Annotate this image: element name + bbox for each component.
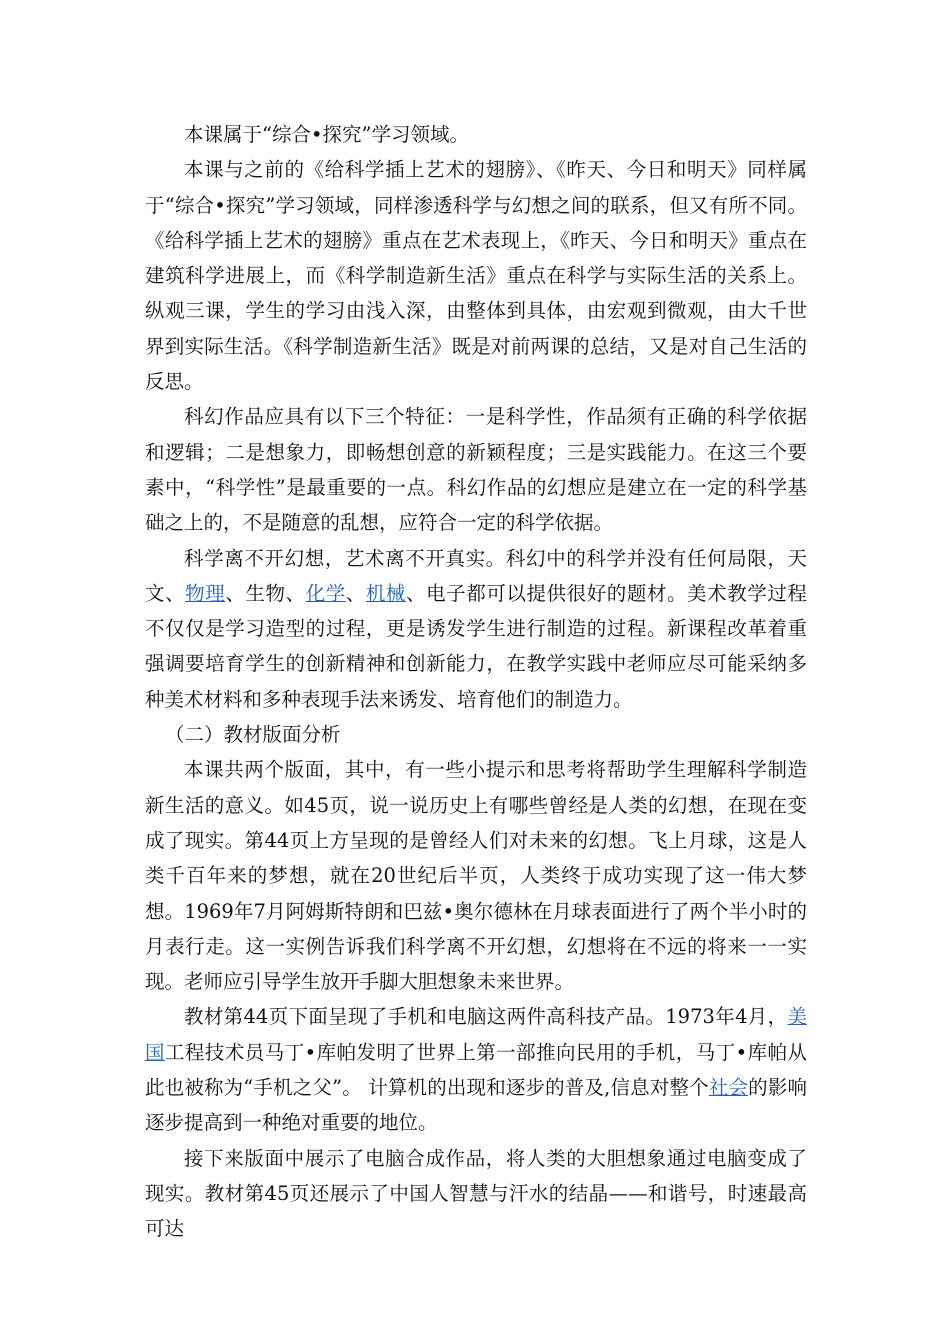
paragraph-computer-art: 接下来版面中展示了电脑合成作品，将人类的大胆想象通过电脑变成了现实。教材第45页还展示了中国人智慧与汗水的结晶——和谐号，时速最高可达: [145, 1146, 807, 1241]
paragraph-learning-domain: 本课属于“综合•探究”学习领域。: [184, 123, 469, 146]
document-body: [145, 117, 807, 1247]
paragraph-text: 的影响逐步提高到一种绝对重要的地位。: [145, 1076, 807, 1135]
paragraph-phone-computer: [145, 999, 807, 1140]
paragraph-text: 科学离不开幻想，艺术离不开真实。科幻中的科学并没有任何局限，天文、: [145, 546, 807, 605]
link-usa[interactable]: 美国: [145, 1005, 807, 1064]
paragraph-science-and-fantasy: [145, 541, 807, 717]
paragraph-layout-analysis: 本课共两个版面，其中，有一些小提示和思考将帮助学生理解科学制造新生活的意义。如45页，说一说历史上有哪些曾经是人类的幻想，在现在变成了现实。第44页上方呈现的是曾经人们对未来的幻想。飞上月球，这是人类千百年来的梦想，就在20世纪后半页，人类终于成功实现了这一伟大梦想。1969年7月阿姆斯特朗和巴兹•奥尔德林在月球表面进行了两个半小时的月表行走。这一实例告诉我们科学离不开幻想，幻想将在不远的将来一一实现。老师应引导学生放开手脚大胆想象未来世界。: [145, 758, 807, 994]
paragraph-text: 、电子都可以提供很好的题材。美术教学过程不仅仅是学习造型的过程，更是诱发学生进行制造的过程。新课程改革着重强调要培育学生的创新精神和创新能力，在教学实践中老师应尽可能采纳多种美术材料和多种表现手法来诱发、培育他们的制造力。: [145, 581, 807, 711]
paragraph-text: 、生物、: [225, 581, 306, 605]
paragraph-text: 、: [345, 581, 366, 605]
link-machinery[interactable]: 机械: [365, 581, 407, 605]
paragraph-course-comparison: 本课与之前的《给科学插上艺术的翅膀》、《昨天、今日和明天》同样属于“综合•探究”学习领域，同样渗透科学与幻想之间的联系，但又有所不同。《给科学插上艺术的翅膀》重点在艺术表现上，《昨天、今日和明天》重点在建筑科学进展上，而《科学制造新生活》重点在科学与实际生活的关系上。纵观三课，学生的学习由浅入深，由整体到具体，由宏观到微观，由大千世界到实际生活。《科学制造新生活》既是对前两课的总结，又是对自己生活的反思。: [145, 158, 807, 394]
paragraph-text: 工程技术员马丁•库帕发明了世界上第一部推向民用的手机，马丁•库帕从此也被称为“手机之父”。 计算机的出现和逐步的普及,信息对整个: [145, 1040, 807, 1100]
link-physics[interactable]: 物理: [185, 581, 226, 605]
link-chemistry[interactable]: 化学: [305, 581, 346, 605]
link-society[interactable]: 社会: [708, 1076, 749, 1100]
section-heading: （二）教材版面分析: [165, 723, 341, 747]
paragraph-scifi-features: 科幻作品应具有以下三个特征：一是科学性，作品须有正确的科学依据和逻辑；二是想象力，即畅想创意的新颖程度；三是实践能力。在这三个要素中，“科学性”是最重要的一点。科幻作品的幻想应是建立在一定的科学基础之上的，不是随意的乱想，应符合一定的科学依据。: [145, 405, 807, 535]
paragraph-text: 教材第44页下面呈现了手机和电脑这两件高科技产品。1973年4月，: [184, 1005, 788, 1029]
